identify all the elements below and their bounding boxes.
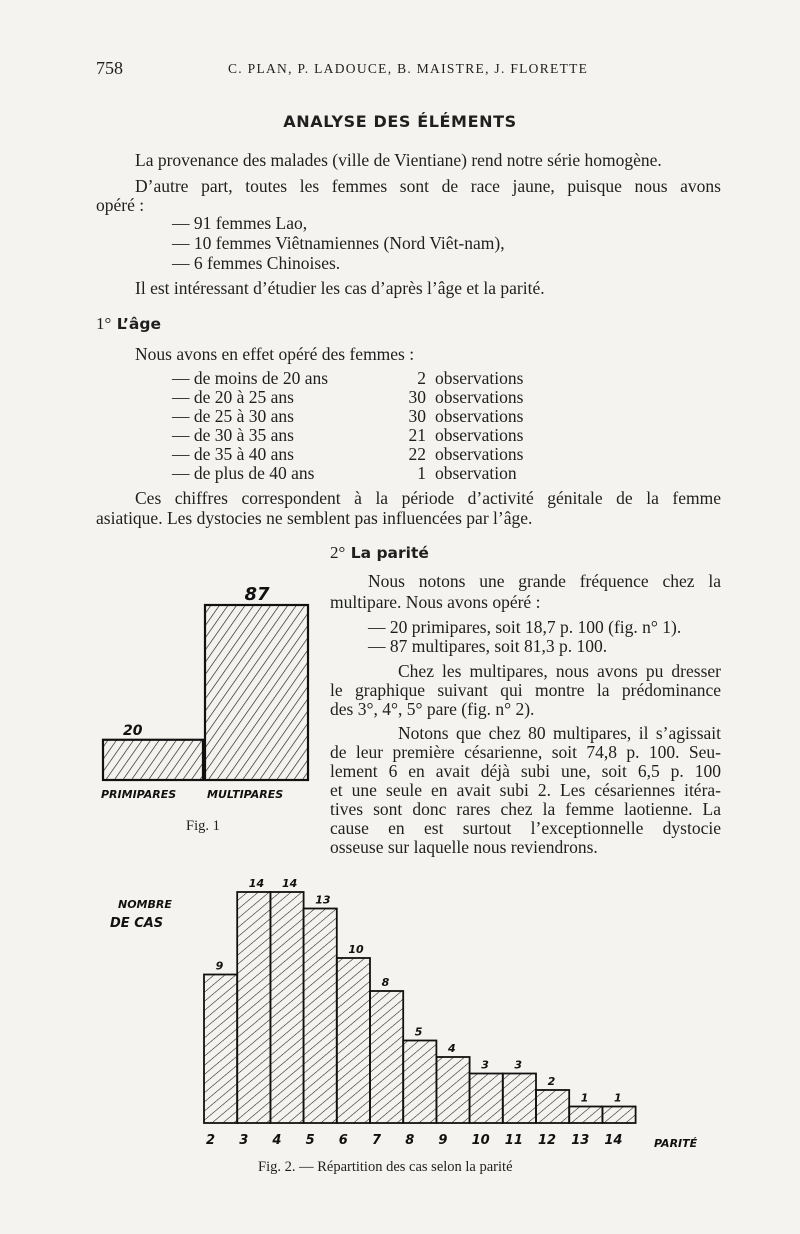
age-count: 21 <box>408 425 426 445</box>
bar-value-label: 14 <box>248 877 265 890</box>
age-unit: observation <box>435 463 517 483</box>
bar <box>337 958 370 1123</box>
bar <box>304 909 337 1124</box>
figure-2-chart <box>110 870 710 1150</box>
parity-text-line: Chez les multipares, nous avons pu dresser <box>398 661 721 681</box>
tick-label: 4 <box>272 1133 282 1148</box>
bar <box>205 605 308 780</box>
age-count: 2 <box>417 368 426 388</box>
figure-2-caption: Fig. 2. — Répartition des cas selon la parité <box>258 1159 513 1175</box>
age-unit: observations <box>435 425 524 445</box>
bar <box>103 740 203 780</box>
bar-value-label: 3 <box>481 1058 489 1072</box>
parity-text-line: lement 6 en avait déjà subi une, soit 6,5 p. 100 <box>330 761 721 781</box>
bar-value-label: 1 <box>580 1091 589 1105</box>
bar-value-label: 4 <box>448 1042 456 1055</box>
bar-value-label: 13 <box>315 893 331 907</box>
y-axis-label-line-2: DE CAS <box>110 916 164 931</box>
bar <box>569 1107 602 1124</box>
age-range: — de plus de 40 ans <box>172 463 315 483</box>
age-conclusion-line-2: asiatique. Les dystocies ne semblent pas influencées par l’âge. <box>96 508 533 528</box>
section-heading-text: La parité <box>350 544 429 562</box>
age-count: 30 <box>408 387 426 407</box>
age-range: — de moins de 20 ans <box>172 368 329 388</box>
tick-label: 13 <box>571 1133 590 1148</box>
age-range: — de 30 à 35 ans <box>172 425 294 445</box>
category-label: MULTIPARES <box>207 788 284 800</box>
tick-label: 5 <box>305 1133 315 1148</box>
y-axis-label-line-1: NOMBRE <box>118 898 172 911</box>
age-conclusion-line-1: Ces chiffres correspondent à la période d’activité génitale de la femme <box>135 488 721 508</box>
origin-list-item: — 10 femmes Viêtnamiennes (Nord Viêt-nam), <box>172 233 505 253</box>
bar-value-label: 20 <box>123 722 143 739</box>
intro-paragraph-1: La provenance des malades (ville de Vientiane) rend notre série homogène. <box>135 150 662 170</box>
running-header-authors: C. PLAN, P. LADOUCE, B. MAISTRE, J. FLORETTE <box>228 61 589 76</box>
figure-1-caption: Fig. 1 <box>186 818 220 834</box>
bar <box>270 892 303 1123</box>
section-title: ANALYSE DES ÉLÉMENTS <box>283 112 517 131</box>
parity-text-line: cause en est surtout l’exceptionnelle dystocie <box>330 818 721 838</box>
bar-value-label: 9 <box>215 959 224 973</box>
age-unit: observations <box>435 444 524 464</box>
tick-label: 10 <box>471 1133 490 1148</box>
parity-text-line: et une seule en avait subi 2. Les césariennes itéra- <box>330 780 721 800</box>
parity-text-line: multipare. Nous avons opéré : <box>330 592 541 612</box>
figure-1-chart <box>95 575 315 800</box>
bar-value-label: 14 <box>282 877 298 890</box>
bar-value-label: 2 <box>547 1075 556 1088</box>
parity-text-line: Notons que chez 80 multipares, il s’agissait <box>398 723 721 743</box>
age-range: — de 35 à 40 ans <box>172 444 294 464</box>
bar <box>370 991 403 1123</box>
bar <box>602 1107 635 1124</box>
parity-text-line: des 3°, 4°, 5° pare (fig. n° 2). <box>330 699 535 719</box>
age-range: — de 20 à 25 ans <box>172 387 294 407</box>
tick-label: 7 <box>372 1133 382 1148</box>
section-heading-age <box>96 314 161 334</box>
parity-text-line: de leur première césarienne, soit 74,8 p. 100. Seu- <box>330 742 721 762</box>
parity-text-line: — 87 multipares, soit 81,3 p. 100. <box>368 636 608 656</box>
parity-text-line: — 20 primipares, soit 18,7 p. 100 (fig. n° 1). <box>368 617 682 637</box>
origin-list-item: — 6 femmes Chinoises. <box>172 253 341 273</box>
intro-paragraph-2-line-2: opéré : <box>96 195 145 215</box>
tick-label: 6 <box>338 1133 348 1148</box>
category-label: PRIMIPARES <box>101 788 177 800</box>
page-number: 758 <box>96 58 123 78</box>
tick-label: 9 <box>438 1133 448 1148</box>
tick-label: 2 <box>206 1133 216 1148</box>
bar <box>403 1041 436 1124</box>
parity-text-line: Nous notons une grande fréquence chez la <box>368 571 721 591</box>
bar-value-label: 8 <box>381 976 390 989</box>
section-number: 2° <box>330 543 346 562</box>
age-range: — de 25 à 30 ans <box>172 406 294 426</box>
age-lead: Nous avons en effet opéré des femmes : <box>135 344 415 364</box>
parity-text-line: le graphique suivant qui montre la prédominance <box>330 680 721 700</box>
section-number: 1° <box>96 314 112 333</box>
intro-paragraph-3: Il est intéressant d’étudier les cas d’après l’âge et la parité. <box>135 278 545 298</box>
tick-label: 3 <box>239 1133 249 1148</box>
age-unit: observations <box>435 406 524 426</box>
tick-label: 8 <box>405 1133 415 1148</box>
parity-text-line: osseuse sur laquelle nous reviendrons. <box>330 837 598 857</box>
bar <box>237 892 270 1123</box>
tick-label: 14 <box>604 1133 623 1148</box>
bar-value-label: 1 <box>614 1091 622 1105</box>
bar-value-label: 3 <box>514 1058 523 1072</box>
age-count: 1 <box>417 463 426 483</box>
bar <box>436 1057 469 1123</box>
age-unit: observations <box>435 368 524 388</box>
tick-label: 11 <box>504 1133 523 1148</box>
bar <box>536 1090 569 1123</box>
bar-value-label: 87 <box>244 584 270 605</box>
age-count: 22 <box>408 444 426 464</box>
x-axis-label: PARITÉ <box>654 1137 698 1150</box>
tick-label: 12 <box>538 1133 557 1148</box>
age-unit: observations <box>435 387 524 407</box>
bar <box>503 1074 536 1124</box>
section-heading-parity <box>330 543 429 563</box>
intro-paragraph-2-line-1: D’autre part, toutes les femmes sont de race jaune, puisque nous avons <box>135 176 721 196</box>
bar <box>204 975 237 1124</box>
bar-value-label: 5 <box>414 1025 423 1039</box>
bar-value-label: 10 <box>348 943 364 956</box>
age-count: 30 <box>408 406 426 426</box>
parity-text-line: tives sont donc rares chez la femme laotienne. La <box>330 799 721 819</box>
bar <box>470 1074 503 1124</box>
origin-list-item: — 91 femmes Lao, <box>172 213 308 233</box>
section-heading-text: L’âge <box>116 315 161 333</box>
